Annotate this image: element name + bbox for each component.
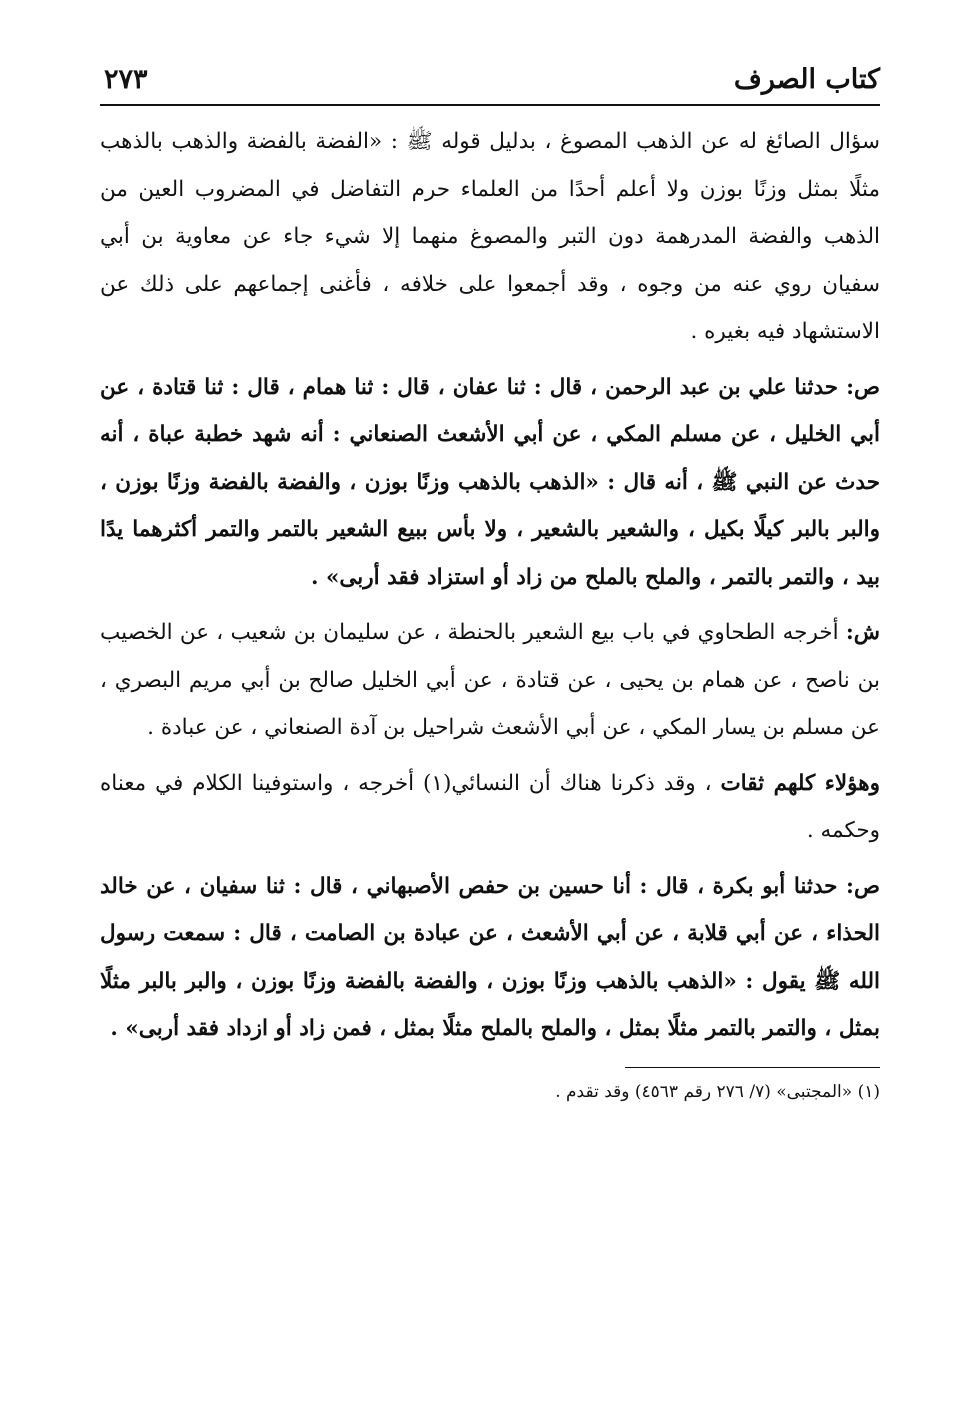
page-number: ٢٧٣: [104, 64, 148, 95]
footnote-divider: [625, 1067, 880, 1068]
paragraph-4: [100, 760, 880, 855]
book-page: [100, 60, 880, 1108]
paragraph-1: [100, 118, 880, 356]
paragraph-lead-bold: وهؤلاء كلهم ثقات: [720, 770, 880, 796]
paragraph-lead-sad: ص:: [846, 873, 880, 899]
paragraph-text: حدثنا أبو بكرة ، قال : أنا حسين بن حفص الأصبهاني ، قال : ثنا سفيان ، عن خالد الحذاء ، عن أبي قلابة ، عن أبي الأشعث ، عن عبادة بن الصامت ، قال : سمعت رسول الله ﷺ يقول : «الذهب بالذهب وزنًا بوزن ، والفضة بالفضة وزنًا بوزن ، والبر بالبر مثلًا بمثل ، والتمر بالتمر مثلًا بمثل ، والملح بالملح مثلًا بمثل ، فمن زاد أو ازداد فقد أربى» .: [100, 873, 880, 1041]
running-head: كتاب الصرف: [733, 64, 880, 95]
paragraph-2-hadith: [100, 364, 880, 602]
footnote: (١) «المجتبى» (٧/ ٢٧٦ رقم ٤٥٦٣) وقد تقدم .: [555, 1081, 880, 1102]
paragraph-lead-sad: ص:: [846, 374, 880, 400]
paragraph-text: سؤال الصائغ له عن الذهب المصوغ ، بدليل قوله ﷺ : «الفضة بالفضة والذهب بالذهب مثلًا بمثل وزنًا بوزن ولا أعلم أحدًا من العلماء حرم التفاضل في المضروب العين من الذهب والفضة المدرهمة دون التبر والمصوغ منهما إلا شيء جاء عن معاوية بن أبي سفيان روي عنه من وجوه ، وقد أجمعوا على خلافه ، فأغنى إجماعهم على ذلك عن الاستشهاد فيه بغيره .: [100, 129, 880, 344]
page-header: [100, 60, 880, 106]
paragraph-text: ، وقد ذكرنا هناك أن النسائي(١) أخرجه ، واستوفينا الكلام في معناه وحكمه .: [100, 770, 880, 843]
paragraph-3-commentary: [100, 609, 880, 752]
paragraph-5-hadith: [100, 863, 880, 1053]
paragraph-lead-shin: ش:: [845, 620, 880, 645]
paragraph-text: أخرجه الطحاوي في باب بيع الشعير بالحنطة ، عن سليمان بن شعيب ، عن الخصيب بن ناصح ، عن همام بن يحيى ، عن قتادة ، عن أبي الخليل صالح بن أبي مريم البصري ، عن مسلم بن يسار المكي ، عن أبي الأشعث شراحيل بن آدة الصنعاني ، عن عبادة .: [100, 620, 880, 740]
page-body: [100, 118, 880, 1053]
paragraph-text: حدثنا علي بن عبد الرحمن ، قال : ثنا عفان ، قال : ثنا همام ، قال : ثنا قتادة ، عن أبي الخليل ، عن مسلم المكي ، عن أبي الأشعث الصنعاني : أنه شهد خطبة عباة ، أنه حدث عن النبي ﷺ ، أنه قال : «الذهب بالذهب وزنًا بوزن ، والفضة بالفضة وزنًا بوزن ، والبر بالبر كيلًا بكيل ، والشعير بالشعير ، ولا بأس ببيع الشعير بالتمر والتمر أكثرهما يدًا بيد ، والتمر بالتمر ، والملح بالملح من زاد أو استزاد فقد أربى» .: [100, 374, 880, 590]
